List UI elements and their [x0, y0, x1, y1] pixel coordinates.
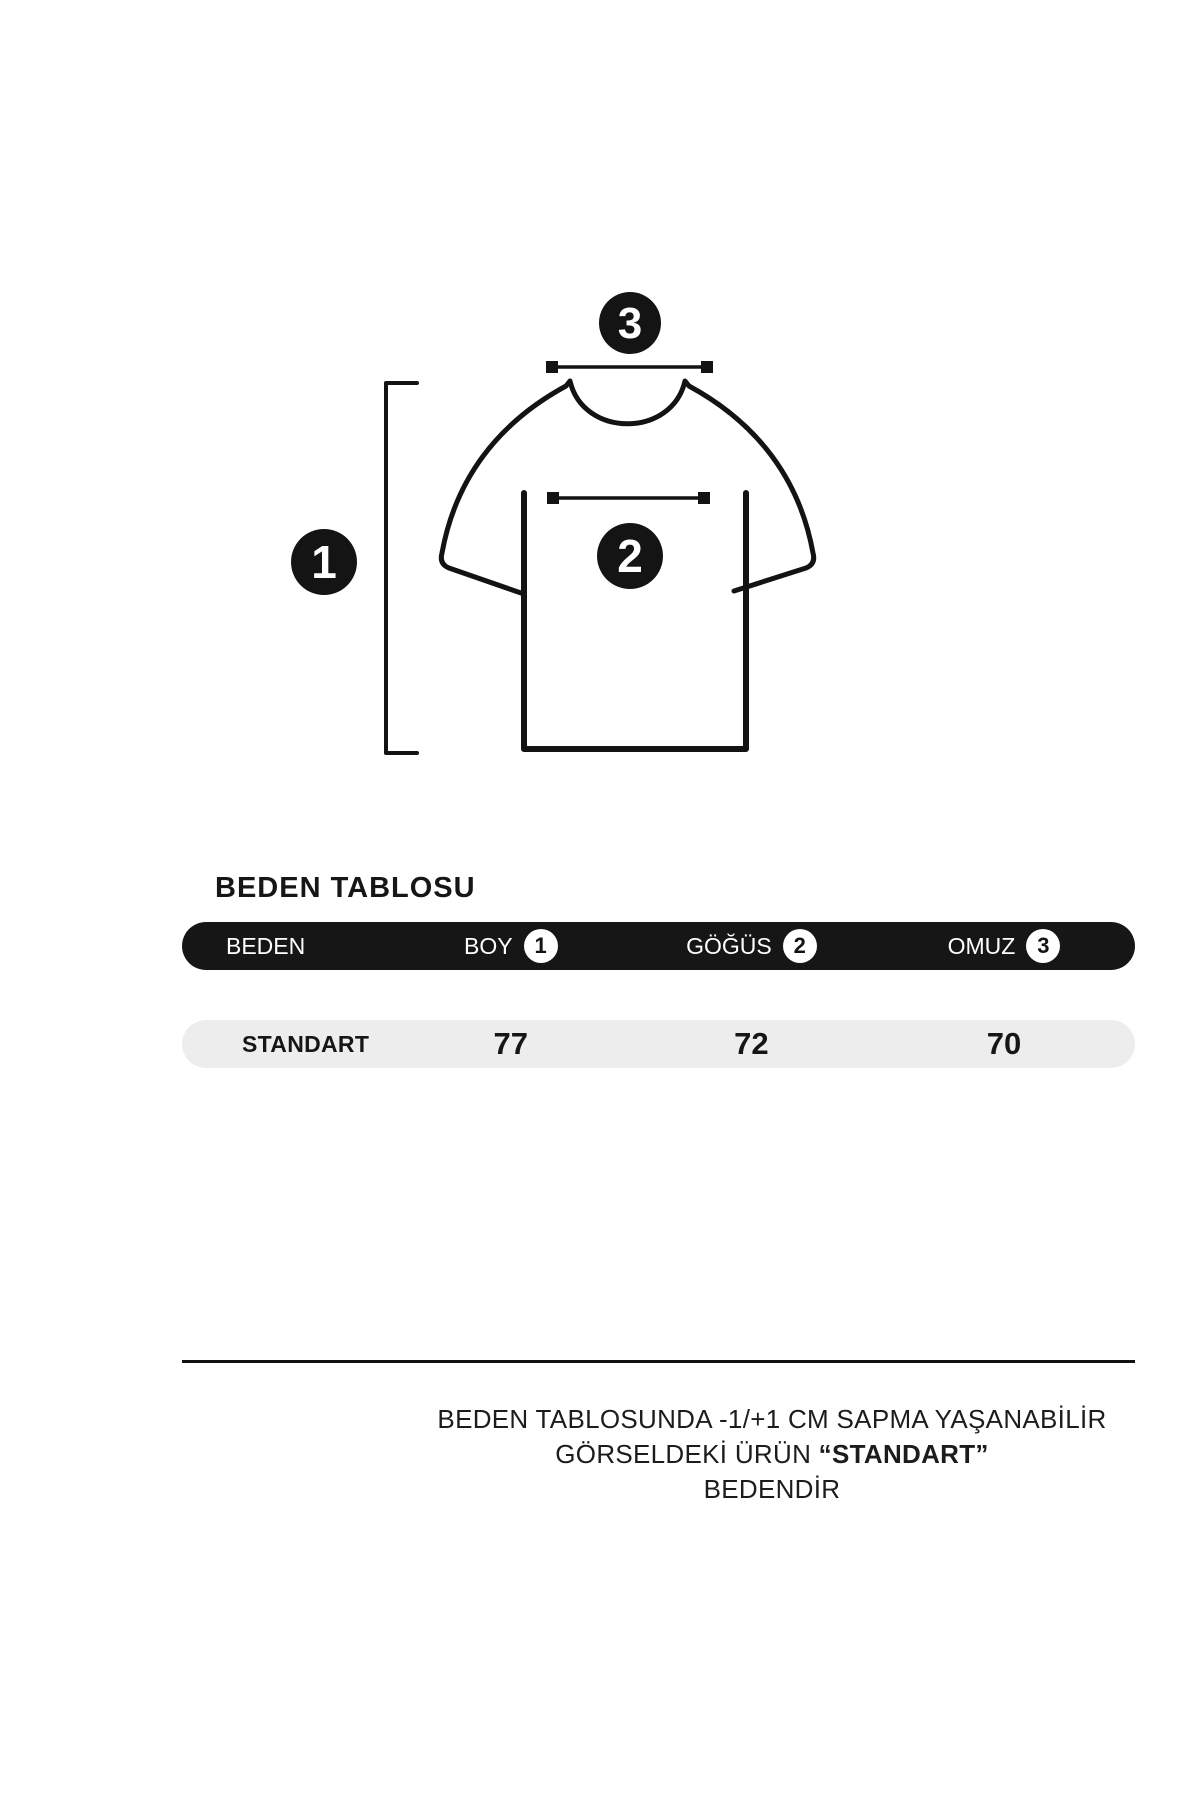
row-value-boy: 77: [493, 1026, 529, 1061]
shoulder-line-end-left: [546, 361, 558, 373]
header-cell-gogus: [630, 929, 873, 963]
table-row-standart: [182, 1020, 1135, 1068]
shoulder-line-end-right: [701, 361, 713, 373]
marker-2-label: 2: [617, 530, 643, 582]
header-label-gogus: GÖĞÜS: [686, 932, 772, 959]
disclaimer-line-1: BEDEN TABLOSUNDA -1/+1 CM SAPMA YAŞANABİLİR: [437, 1404, 1107, 1434]
header-label-omuz: OMUZ: [947, 932, 1016, 959]
header-cell-beden: [182, 933, 392, 960]
tshirt-measurement-diagram: [0, 0, 1200, 820]
footer-divider: [182, 1360, 1135, 1363]
header-cell-omuz: [873, 929, 1135, 963]
size-table-title: BEDEN TABLOSU: [215, 872, 476, 904]
size-disclaimer: [392, 1402, 1152, 1507]
disclaimer-standart-emphasis: “STANDART”: [818, 1439, 989, 1469]
chest-line-end-right: [698, 492, 710, 504]
disclaimer-line-2-text: GÖRSELDEKİ ÜRÜN: [555, 1439, 819, 1469]
disclaimer-line-2: [392, 1437, 1152, 1472]
chest-line-end-left: [547, 492, 559, 504]
size-table-header: [182, 922, 1135, 970]
header-marker-2-badge: 2: [783, 929, 817, 963]
header-label-beden: BEDEN: [226, 932, 306, 959]
row-value-gogus: 72: [734, 1026, 769, 1061]
header-marker-3-badge: 3: [1026, 929, 1060, 963]
disclaimer-line-3: BEDENDİR: [703, 1474, 841, 1504]
header-marker-1-badge: 1: [524, 929, 558, 963]
header-cell-boy: [392, 929, 630, 963]
row-size-label: STANDART: [242, 1030, 370, 1057]
row-value-omuz: 70: [986, 1026, 1022, 1061]
length-bracket: [386, 383, 417, 753]
marker-1-label: 1: [311, 536, 337, 588]
marker-3-label: 3: [617, 299, 643, 348]
header-label-boy: BOY: [463, 932, 513, 959]
